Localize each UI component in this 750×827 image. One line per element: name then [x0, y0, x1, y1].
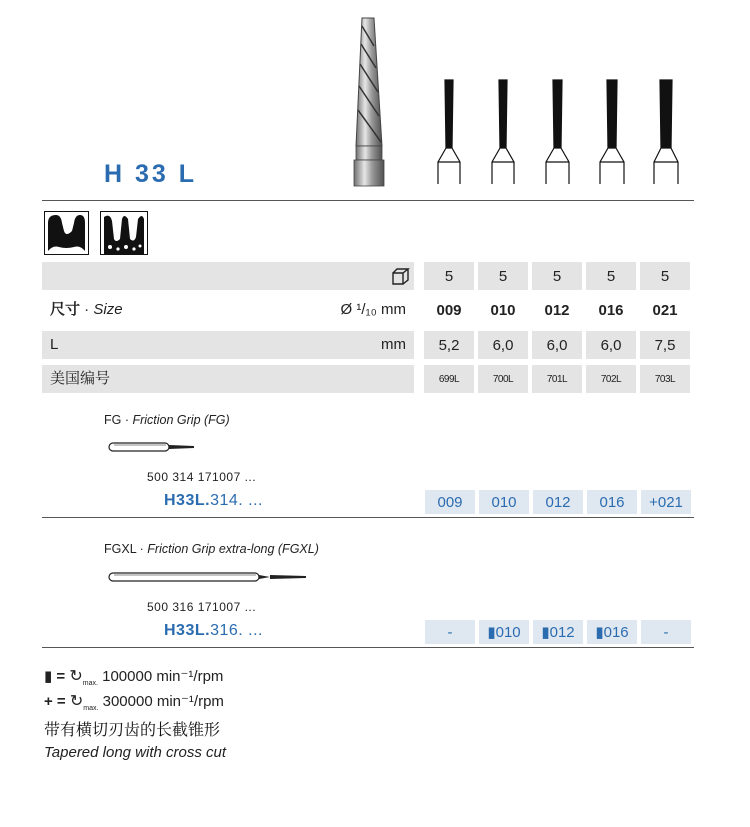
fgxl-order-number: 500 316 171007 ...	[147, 600, 257, 614]
fgxl-product-code: H33L.316. ...	[164, 622, 263, 639]
rotation-icon: ↻	[69, 693, 84, 710]
description-english: Tapered long with cross cut	[44, 744, 227, 761]
fg-size-cell[interactable]: 010	[479, 490, 529, 514]
size-row	[42, 296, 688, 324]
size-cell: 016	[586, 296, 636, 324]
length-cell: 7,5	[640, 331, 690, 359]
size-cell: 021	[640, 296, 690, 324]
fg-section-divider	[42, 517, 694, 518]
pack-qty-cell: 5	[478, 262, 528, 290]
product-title: H 33 L	[104, 160, 198, 188]
fg-shank-icon	[106, 440, 194, 454]
fg-section-title: FG · Friction Grip (FG)	[104, 413, 230, 427]
us-number-label: 美国编号	[50, 370, 111, 387]
package-icon	[391, 267, 411, 285]
length-label: L	[50, 336, 59, 353]
length-cell: 6,0	[478, 331, 528, 359]
length-cell: 6,0	[532, 331, 582, 359]
size-cell: 009	[424, 296, 474, 324]
fgxl-size-cell[interactable]: ▮016	[587, 620, 637, 644]
size-cell: 010	[478, 296, 528, 324]
header-divider	[42, 200, 694, 201]
fg-order-number: 500 314 171007 ...	[147, 470, 257, 484]
us-number-cell: 699L	[424, 365, 474, 393]
bur-silhouettes	[432, 78, 682, 186]
us-number-cell: 702L	[586, 365, 636, 393]
pack-qty-cell: 5	[532, 262, 582, 290]
size-label: 尺寸 · Size	[50, 301, 123, 318]
fg-size-cell[interactable]: 016	[587, 490, 637, 514]
tooth-preparation-icon	[44, 211, 89, 255]
rotation-icon: ↻	[69, 668, 83, 685]
legend-line-1: ▮ = $↻_{max.}$ 100000 min⁻¹/rpm	[44, 668, 224, 687]
size-cell: 012	[532, 296, 582, 324]
description-chinese: 带有横切刃齿的长截锥形	[44, 722, 221, 739]
fgxl-section-divider	[42, 647, 694, 648]
bur-illustration	[348, 16, 390, 188]
pack-qty-cell: 5	[640, 262, 690, 290]
fgxl-size-cell[interactable]: -	[641, 620, 691, 644]
length-cell: 6,0	[586, 331, 636, 359]
fgxl-size-cell[interactable]: ▮010	[479, 620, 529, 644]
pack-qty-cell: 5	[586, 262, 636, 290]
length-unit: mm	[381, 336, 406, 353]
fg-size-cell[interactable]: 009	[425, 490, 475, 514]
size-unit: Ø ¹/₁₀ mm	[340, 301, 406, 318]
pack-quantity-row	[42, 262, 688, 290]
us-number-cell: 703L	[640, 365, 690, 393]
length-cell: 5,2	[424, 331, 474, 359]
us-number-cell: 701L	[532, 365, 582, 393]
pack-qty-cell: 5	[424, 262, 474, 290]
length-row	[42, 331, 688, 359]
us-number-row	[42, 365, 688, 393]
fgxl-shank-icon	[106, 570, 306, 584]
fgxl-section-title: FGXL · Friction Grip extra-long (FGXL)	[104, 542, 319, 556]
us-number-cell: 700L	[478, 365, 528, 393]
legend-line-2: + = $↻_{max.}$ 300000 min⁻¹/rpm	[44, 693, 224, 712]
fg-size-cell[interactable]: 012	[533, 490, 583, 514]
fg-size-cell[interactable]: +021	[641, 490, 691, 514]
fgxl-size-cell[interactable]: -	[425, 620, 475, 644]
bone-surgery-icon	[100, 211, 148, 255]
fg-product-code: H33L.314. ...	[164, 492, 263, 509]
fgxl-size-cell[interactable]: ▮012	[533, 620, 583, 644]
